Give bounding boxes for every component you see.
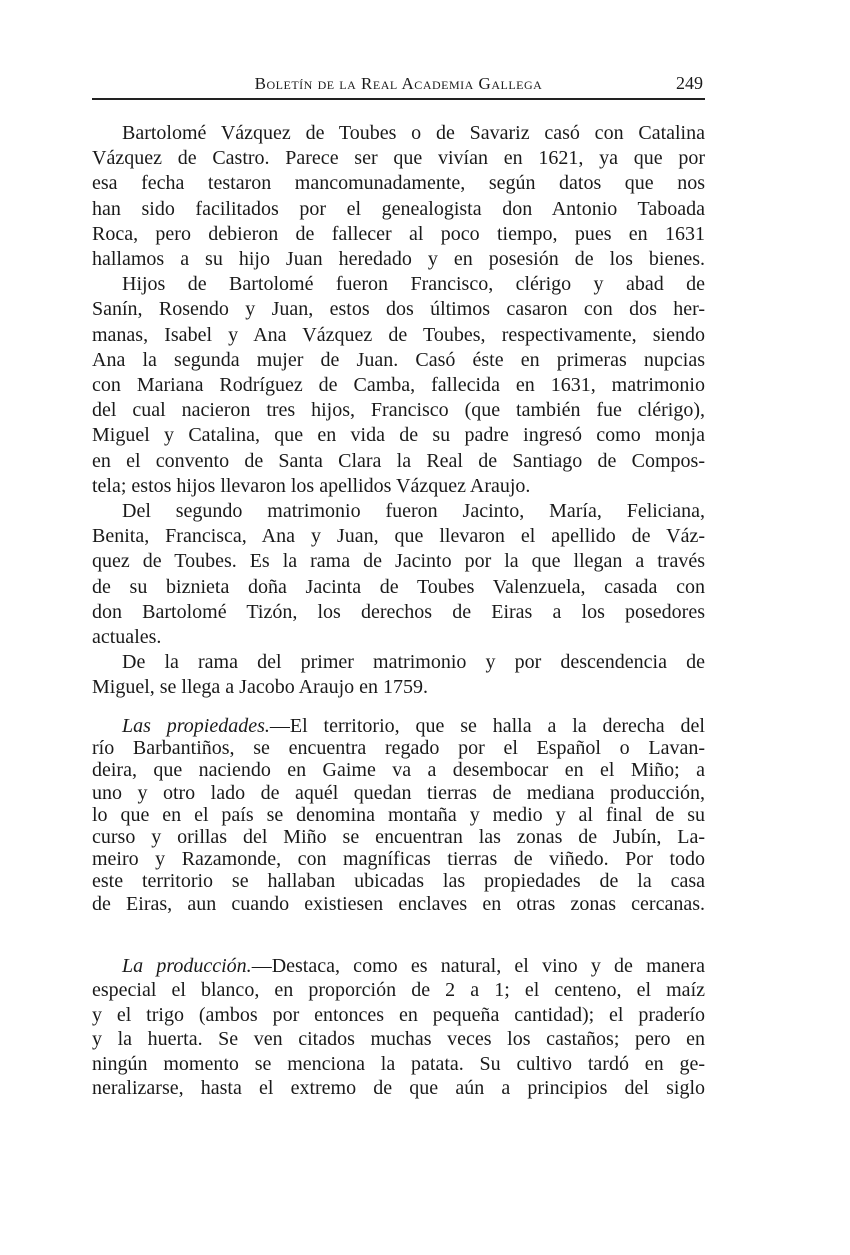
line-text: han sido facilitados por el genealogista don Antonio Taboada xyxy=(92,197,705,220)
text-line xyxy=(92,197,705,222)
line-text: Vázquez de Castro. Parece ser que vivían en 1621, ya que por xyxy=(92,147,705,170)
line-text: —El territorio, que se halla a la derecha del xyxy=(269,715,705,737)
line-text: Ana la segunda mujer de Juan. Casó éste en primeras nupcias xyxy=(92,348,705,371)
text-line xyxy=(92,348,705,373)
line-text: de Eiras, aun cuando existiesen enclaves en otras zonas cercanas. xyxy=(92,892,705,915)
text-line xyxy=(92,373,705,398)
paragraph xyxy=(92,499,705,650)
line-text: Miguel y Catalina, que en vida de su padre ingresó como monja xyxy=(92,424,705,447)
text-line xyxy=(92,423,705,448)
text-line xyxy=(92,575,705,600)
line-text: y el trigo (ambos por entonces en pequeña cantidad); el praderío xyxy=(92,1003,705,1026)
section-properties xyxy=(92,715,705,915)
text-line xyxy=(92,600,705,625)
text-line xyxy=(92,524,705,549)
text-line xyxy=(92,549,705,574)
text-line xyxy=(92,848,705,870)
line-text: en el convento de Santa Clara la Real de Santiago de Compos- xyxy=(92,449,705,472)
line-text: hallamos a su hijo Juan heredado y en posesión de los bienes. xyxy=(92,248,705,271)
text-line xyxy=(92,398,705,423)
text-line xyxy=(92,1003,705,1027)
line-text: Sanín, Rosendo y Juan, estos dos últimos casaron con dos her- xyxy=(92,298,705,321)
text-line xyxy=(92,893,705,915)
text-line xyxy=(92,675,705,700)
text-line xyxy=(92,650,705,675)
text-line xyxy=(92,759,705,781)
line-text: Roca, pero debieron de fallecer al poco tiempo, pues en 1631 xyxy=(92,222,705,245)
line-text: del cual nacieron tres hijos, Francisco (que también fue clérigo), xyxy=(92,399,705,422)
line-text: esa fecha testaron mancomunadamente, según datos que nos xyxy=(92,172,705,195)
text-block-genealogy xyxy=(92,121,705,701)
line-text: Bartolomé Vázquez de Toubes o de Savariz casó con Catalina xyxy=(122,122,705,144)
text-line xyxy=(92,1052,705,1076)
text-line xyxy=(92,171,705,196)
text-line xyxy=(92,804,705,826)
text-line xyxy=(92,954,705,978)
line-text: ningún momento se menciona la patata. Su cultivo tardó en ge- xyxy=(92,1052,705,1075)
text-line xyxy=(92,782,705,804)
line-text: este territorio se hallaban ubicadas las propiedades de la casa xyxy=(92,870,705,893)
line-text: neralizarse, hasta el extremo de que aún a principios del siglo xyxy=(92,1077,705,1100)
line-text: quez de Toubes. Es la rama de Jacinto por la que llegan a través xyxy=(92,550,705,573)
line-text: —Destaca, como es natural, el vino y de manera xyxy=(251,955,705,977)
text-line xyxy=(92,826,705,848)
paragraph xyxy=(92,272,705,499)
text-line xyxy=(92,978,705,1002)
running-title: Boletín de la Real Academia Gallega xyxy=(254,74,543,93)
text-line xyxy=(92,222,705,247)
section-heading: Las propiedades. xyxy=(122,715,270,737)
text-line xyxy=(92,247,705,272)
line-text: actuales. xyxy=(92,626,162,649)
header-rule xyxy=(92,98,705,100)
line-text: De la rama del primer matrimonio y por descendencia de xyxy=(122,651,705,674)
line-text: meiro y Razamonde, con magníficas tierras de viñedo. Por todo xyxy=(92,848,705,871)
text-line xyxy=(92,121,705,146)
text-line xyxy=(92,474,705,499)
paragraph xyxy=(92,650,705,700)
line-text: Miguel, se llega a Jacobo Araujo en 1759. xyxy=(92,676,429,699)
text-line xyxy=(92,297,705,322)
page-number: 249 xyxy=(676,73,703,93)
text-line xyxy=(92,272,705,297)
section-heading: La producción. xyxy=(122,955,252,977)
running-header xyxy=(92,72,705,96)
line-text: de su biznieta doña Jacinta de Toubes Valenzuela, casada con xyxy=(92,575,705,598)
paragraph xyxy=(92,715,705,915)
text-line xyxy=(92,146,705,171)
paragraph xyxy=(92,954,705,1100)
text-line xyxy=(92,1076,705,1100)
text-line xyxy=(92,737,705,759)
line-text: deira, que naciendo en Gaime va a desembocar en el Miño; a xyxy=(92,759,705,782)
text-line xyxy=(92,499,705,524)
text-line xyxy=(92,1027,705,1051)
paragraph xyxy=(92,121,705,272)
line-text: con Mariana Rodríguez de Camba, fallecida en 1631, matrimonio xyxy=(92,374,705,397)
text-line xyxy=(92,323,705,348)
line-text: curso y orillas del Miño se encuentran las zonas de Jubín, La- xyxy=(92,826,705,849)
text-line xyxy=(92,870,705,892)
line-text: y la huerta. Se ven citados muchas veces los castaños; pero en xyxy=(92,1028,705,1051)
line-text: uno y otro lado de aquél quedan tierras de mediana producción, xyxy=(92,781,705,804)
text-line xyxy=(92,449,705,474)
line-text: lo que en el país se denomina montaña y medio y al final de su xyxy=(92,803,705,826)
line-text: río Barbantiños, se encuentra regado por el Español o Lavan- xyxy=(92,737,705,760)
line-text: Hijos de Bartolomé fueron Francisco, clérigo y abad de xyxy=(122,273,705,296)
line-text: don Bartolomé Tizón, los derechos de Eiras a los posedores xyxy=(92,600,705,623)
line-text: Benita, Francisca, Ana y Juan, que llevaron el apellido de Váz- xyxy=(92,525,705,548)
text-line xyxy=(92,625,705,650)
line-text: manas, Isabel y Ana Vázquez de Toubes, respectivamente, siendo xyxy=(92,323,705,346)
line-text: Del segundo matrimonio fueron Jacinto, María, Feliciana, xyxy=(122,500,705,523)
text-line xyxy=(92,715,705,737)
line-text: tela; estos hijos llevaron los apellidos Vázquez Araujo. xyxy=(92,474,531,497)
section-production xyxy=(92,954,705,1100)
line-text: especial el blanco, en proporción de 2 a 1; el centeno, el maíz xyxy=(92,979,705,1002)
